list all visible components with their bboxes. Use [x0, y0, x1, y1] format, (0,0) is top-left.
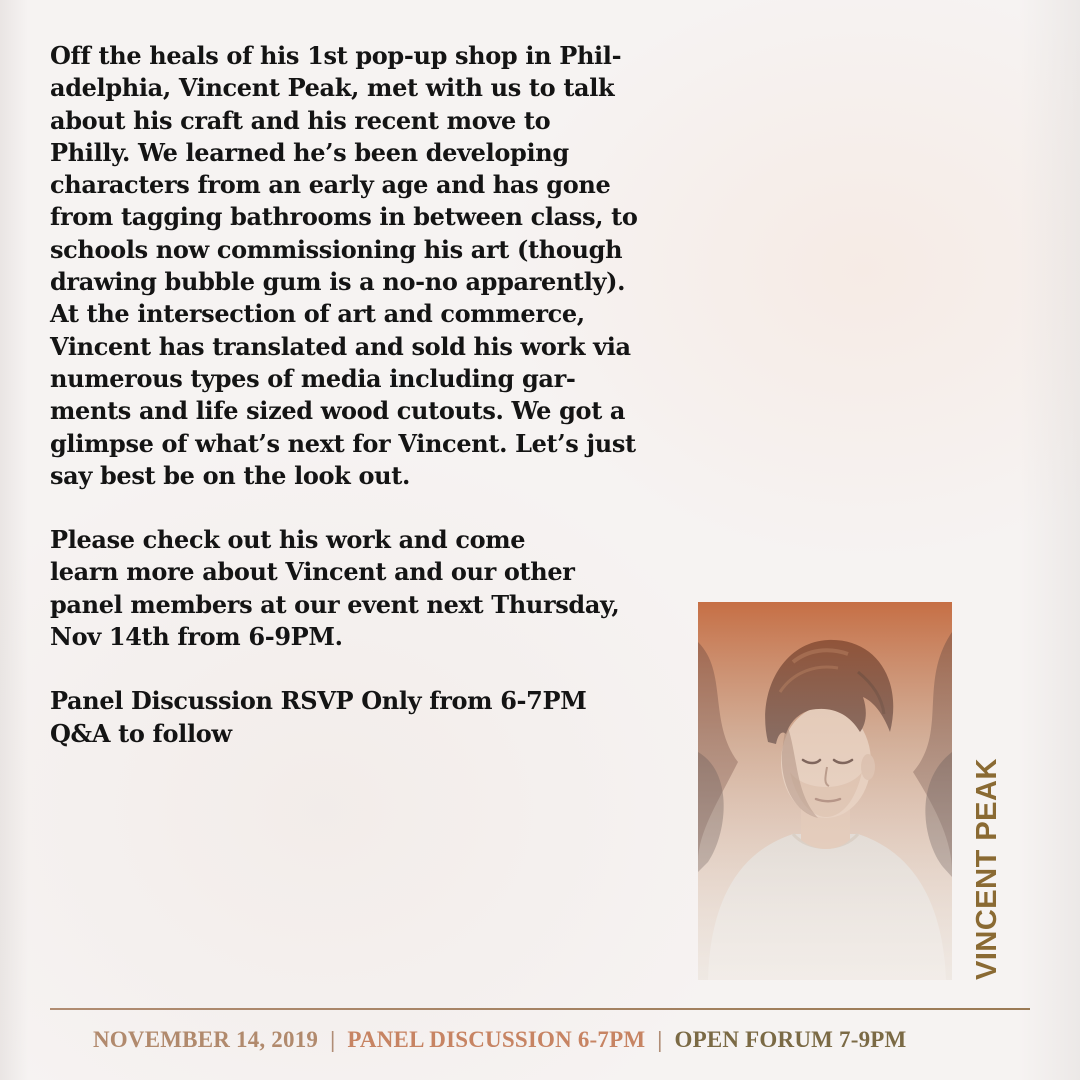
article-line: ments and life sized wood cutouts. We got a	[50, 396, 626, 426]
article-line: from tagging bathrooms in between class, to	[50, 202, 638, 232]
panel-discussion-time: PANEL DISCUSSION 6-7PM	[347, 1027, 646, 1052]
footer-divider	[50, 1008, 1030, 1010]
article-line: drawing bubble gum is a no-no apparently).	[50, 267, 626, 297]
article-line: Off the heals of his 1st pop-up shop in Phil-	[50, 41, 622, 70]
page-edge-right	[1020, 0, 1080, 1080]
article-line: Q&A to follow	[50, 718, 232, 748]
open-forum-time: OPEN FORUM 7-9PM	[674, 1027, 907, 1052]
article-line: say best be on the look out.	[50, 460, 410, 490]
article-line: schools now commissioning his art (though	[50, 234, 623, 264]
footer-separator: |	[657, 1027, 663, 1052]
article-paragraph-invite	[50, 524, 670, 653]
portrait-name-label: VINCENT PEAK	[971, 758, 1003, 980]
article-line: characters from an early age and has gone	[50, 170, 611, 200]
article-line: Please check out his work and come	[50, 525, 526, 555]
article-paragraph-schedule	[50, 685, 670, 750]
event-date: NOVEMBER 14, 2019	[93, 1027, 319, 1052]
article-line: about his craft and his recent move to	[50, 105, 551, 135]
article-line: learn more about Vincent and our other	[50, 557, 575, 587]
event-footer	[93, 1024, 906, 1056]
article-line: numerous types of media including gar-	[50, 363, 576, 393]
article-line: Panel Discussion RSVP Only from 6-7PM	[50, 686, 587, 716]
article-line: panel members at our event next Thursday,	[50, 589, 620, 619]
article-line: glimpse of what’s next for Vincent. Let’s just	[50, 428, 636, 458]
article-line: Philly. We learned he’s been developing	[50, 137, 569, 167]
article-line: adelphia, Vincent Peak, met with us to talk	[50, 73, 615, 103]
portrait-illustration	[698, 602, 952, 980]
page-edge-left	[0, 0, 28, 1080]
paragraph-spacer	[50, 492, 670, 524]
article-line: Nov 14th from 6-9PM.	[50, 622, 343, 652]
footer-separator: |	[330, 1027, 336, 1052]
article-paragraph-intro	[50, 40, 670, 492]
article-line: Vincent has translated and sold his work via	[50, 331, 631, 361]
paragraph-spacer	[50, 653, 670, 685]
portrait-photo	[698, 602, 952, 980]
article-line: At the intersection of art and commerce,	[50, 299, 585, 329]
article-text	[50, 40, 670, 750]
